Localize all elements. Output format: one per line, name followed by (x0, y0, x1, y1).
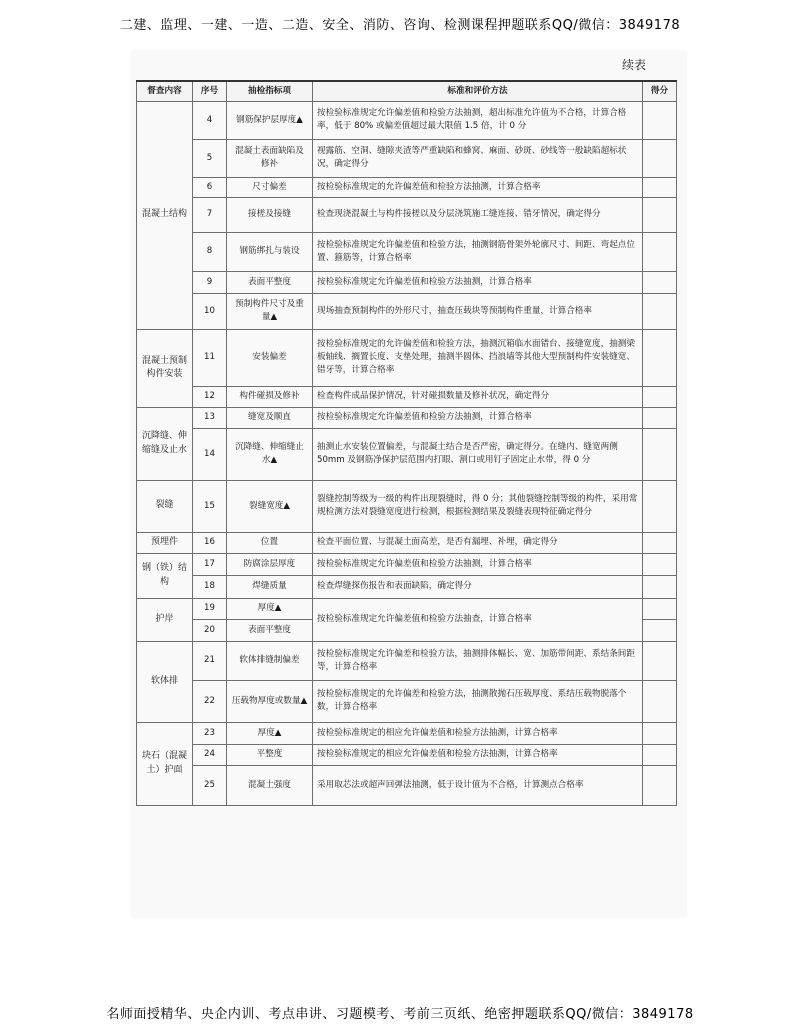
score-cell (643, 293, 677, 329)
table-row (137, 765, 677, 805)
serial-number-cell: 7 (193, 197, 227, 232)
serial-number-cell: 23 (193, 722, 227, 744)
serial-number-cell: 5 (193, 139, 227, 177)
table-row (137, 329, 677, 386)
inspection-item-cell: 安装偏差 (227, 329, 313, 386)
inspection-item-cell: 表面平整度 (227, 619, 313, 641)
inspection-item-cell: 混凝土强度 (227, 765, 313, 805)
serial-number-cell: 18 (193, 575, 227, 598)
score-cell (643, 765, 677, 805)
inspection-item-cell: 预制构件尺寸及重量▲ (227, 293, 313, 329)
serial-number-cell: 22 (193, 680, 227, 722)
table-row (137, 407, 677, 428)
serial-number-cell: 8 (193, 232, 227, 271)
table-row (137, 139, 677, 177)
serial-number-cell: 10 (193, 293, 227, 329)
inspection-item-cell: 厚度▲ (227, 722, 313, 744)
serial-number-cell: 19 (193, 598, 227, 619)
serial-number-cell: 6 (193, 177, 227, 197)
score-cell (643, 619, 677, 641)
header-item: 抽检指标项 (227, 81, 313, 101)
method-cell: 按检验标准规定允许偏差值和检验方法抽测，计算合格率 (313, 553, 643, 575)
serial-number-cell: 25 (193, 765, 227, 805)
serial-number-cell: 13 (193, 407, 227, 428)
header-method: 标准和评价方法 (313, 81, 643, 101)
table-row (137, 722, 677, 744)
serial-number-cell: 24 (193, 744, 227, 765)
inspection-item-cell: 软体排缝制偏差 (227, 641, 313, 680)
header-category: 督查内容 (137, 81, 193, 101)
serial-number-cell: 11 (193, 329, 227, 386)
method-cell: 按检验标准规定允许偏差值和检验方法抽测，计算合格率 (313, 407, 643, 428)
score-cell (643, 575, 677, 598)
score-cell (643, 680, 677, 722)
score-cell (643, 139, 677, 177)
method-cell: 检查焊缝探伤报告和表面缺陷，确定得分 (313, 575, 643, 598)
serial-number-cell: 21 (193, 641, 227, 680)
top-banner-text: 二建、监理、一建、一造、二造、安全、消防、咨询、检测课程押题联系QQ/微信：3849178 (119, 18, 681, 33)
score-cell (643, 197, 677, 232)
inspection-item-cell: 沉降缝、伸缩缝止水▲ (227, 428, 313, 480)
serial-number-cell: 16 (193, 532, 227, 553)
method-cell: 按检验标准规定允许偏差值和检验方法抽测，计算合格率 (313, 271, 643, 293)
table-row (137, 386, 677, 407)
inspection-item-cell: 钢筋绑扎与装设 (227, 232, 313, 271)
score-cell (643, 428, 677, 480)
method-cell: 按检验标准规定允许偏差值和检验方法抽测，超出标准允许值为不合格，计算合格率，低于 80% 或偏差值超过最大限值 1.5 倍，计 0 分 (313, 101, 643, 139)
table-row (137, 598, 677, 619)
table-row (137, 197, 677, 232)
table-row (137, 641, 677, 680)
inspection-item-cell: 接槎及接缝 (227, 197, 313, 232)
score-cell (643, 407, 677, 428)
inspection-item-cell: 平整度 (227, 744, 313, 765)
category-cell: 护岸 (137, 598, 193, 641)
method-cell: 裂缝控制等级为一级的构件出现裂缝时，得 0 分；其他裂缝控制等级的构件，采用常规检测方法对裂缝宽度进行检测，根据检测结果及裂缝表现特征确定得分 (313, 480, 643, 532)
table-row (137, 532, 677, 553)
score-cell (643, 271, 677, 293)
method-cell: 现场抽查预制构件的外形尺寸，抽查压载块等预制构件重量，计算合格率 (313, 293, 643, 329)
score-cell (643, 232, 677, 271)
inspection-item-cell: 位置 (227, 532, 313, 553)
serial-number-cell: 9 (193, 271, 227, 293)
inspection-item-cell: 构件碰损及修补 (227, 386, 313, 407)
header-score: 得分 (643, 81, 677, 101)
inspection-item-cell: 混凝土表面缺陷及修补 (227, 139, 313, 177)
score-cell (643, 553, 677, 575)
method-cell: 按检验标准规定允许偏差值和检验方法，抽测钢筋骨架外轮廓尺寸、间距、弯起点位置、箍筋等，计算合格率 (313, 232, 643, 271)
inspection-table (136, 80, 677, 806)
score-cell (643, 641, 677, 680)
score-cell (643, 532, 677, 553)
method-cell: 视露筋、空洞、缝隙夹渣等严重缺陷和蜂窝、麻面、砂斑、砂线等一般缺陷超标状况，确定得分 (313, 139, 643, 177)
score-cell (643, 744, 677, 765)
table-row (137, 177, 677, 197)
score-cell (643, 101, 677, 139)
serial-number-cell: 4 (193, 101, 227, 139)
method-cell: 按检验标准规定允许偏差和检验方法，抽测排体幅长、宽、加筋带间距、系结条间距等，计算合格率 (313, 641, 643, 680)
table-row (137, 680, 677, 722)
table-row (137, 575, 677, 598)
category-cell: 沉降缝、伸缩缝及止水 (137, 407, 193, 480)
score-cell (643, 329, 677, 386)
inspection-item-cell: 防腐涂层厚度 (227, 553, 313, 575)
serial-number-cell: 17 (193, 553, 227, 575)
table-row (137, 101, 677, 139)
inspection-item-cell: 压载物厚度或数量▲ (227, 680, 313, 722)
inspection-item-cell: 尺寸偏差 (227, 177, 313, 197)
score-cell (643, 177, 677, 197)
continuation-label: 续表 (622, 58, 647, 72)
method-cell: 按检验标准规定的相应允许偏差值和检验方法抽测，计算合格率 (313, 744, 643, 765)
method-cell: 按检验标准规定允许偏差值和检验方法抽查，计算合格率 (313, 598, 643, 641)
category-cell: 钢（铁）结构 (137, 553, 193, 598)
table-row (137, 293, 677, 329)
inspection-item-cell: 钢筋保护层厚度▲ (227, 101, 313, 139)
category-cell: 混凝土结构 (137, 101, 193, 329)
method-cell: 检查平面位置、与混凝土面高差，是否有漏埋、补埋，确定得分 (313, 532, 643, 553)
method-cell: 检查现浇混凝土与构件接槎以及分层浇筑施工缝连接、错牙情况，确定得分 (313, 197, 643, 232)
bottom-banner-text: 名师面授精华、央企内训、考点串讲、习题模考、考前三页纸、绝密押题联系QQ/微信：3849178 (106, 1007, 694, 1022)
method-cell: 检查构件成品保护情况，针对碰损数量及修补状况，确定得分 (313, 386, 643, 407)
category-cell: 预埋件 (137, 532, 193, 553)
serial-number-cell: 12 (193, 386, 227, 407)
inspection-item-cell: 焊缝质量 (227, 575, 313, 598)
method-cell: 按检验标准规定的允许偏差和检验方法，抽测散抛石压载厚度、系结压载物脱落个数，计算合格率 (313, 680, 643, 722)
score-cell (643, 480, 677, 532)
serial-number-cell: 20 (193, 619, 227, 641)
category-cell: 混凝土预制构件安装 (137, 329, 193, 407)
table-row (137, 428, 677, 480)
score-cell (643, 722, 677, 744)
method-cell: 采用取芯法或超声回弹法抽测，低于设计值为不合格，计算测点合格率 (313, 765, 643, 805)
table-row (137, 271, 677, 293)
table-row (137, 232, 677, 271)
score-cell (643, 598, 677, 619)
serial-number-cell: 14 (193, 428, 227, 480)
inspection-item-cell: 厚度▲ (227, 598, 313, 619)
table-row (137, 480, 677, 532)
table-header (137, 81, 677, 101)
inspection-item-cell: 表面平整度 (227, 271, 313, 293)
category-cell: 裂缝 (137, 480, 193, 532)
table-row (137, 553, 677, 575)
method-cell: 抽测止水安装位置偏差，与混凝土结合是否严密，确定得分。在缝内、缝宽两侧 50mm 及钢筋净保护层范围内打眼、割口或用钉子固定止水带，得 0 分 (313, 428, 643, 480)
serial-number-cell: 15 (193, 480, 227, 532)
category-cell: 块石（混凝土）护面 (137, 722, 193, 805)
method-cell: 按检验标准规定的相应允许偏差值和检验方法抽测，计算合格率 (313, 722, 643, 744)
inspection-item-cell: 缝宽及顺直 (227, 407, 313, 428)
header-no: 序号 (193, 81, 227, 101)
method-cell: 按检验标准规定的允许偏差值和检验方法，抽测沉箱临水面错台、接缝宽度，抽测梁板轴线、搁置长度、支垫处理，抽测半圆体、挡浪墙等其他大型预制构件安装缝宽、错牙等，计算合格率 (313, 329, 643, 386)
inspection-item-cell: 裂缝宽度▲ (227, 480, 313, 532)
table-row (137, 744, 677, 765)
category-cell: 软体排 (137, 641, 193, 722)
method-cell: 按检验标准规定的允许偏差值和检验方法抽测，计算合格率 (313, 177, 643, 197)
table-body (137, 101, 677, 805)
score-cell (643, 386, 677, 407)
